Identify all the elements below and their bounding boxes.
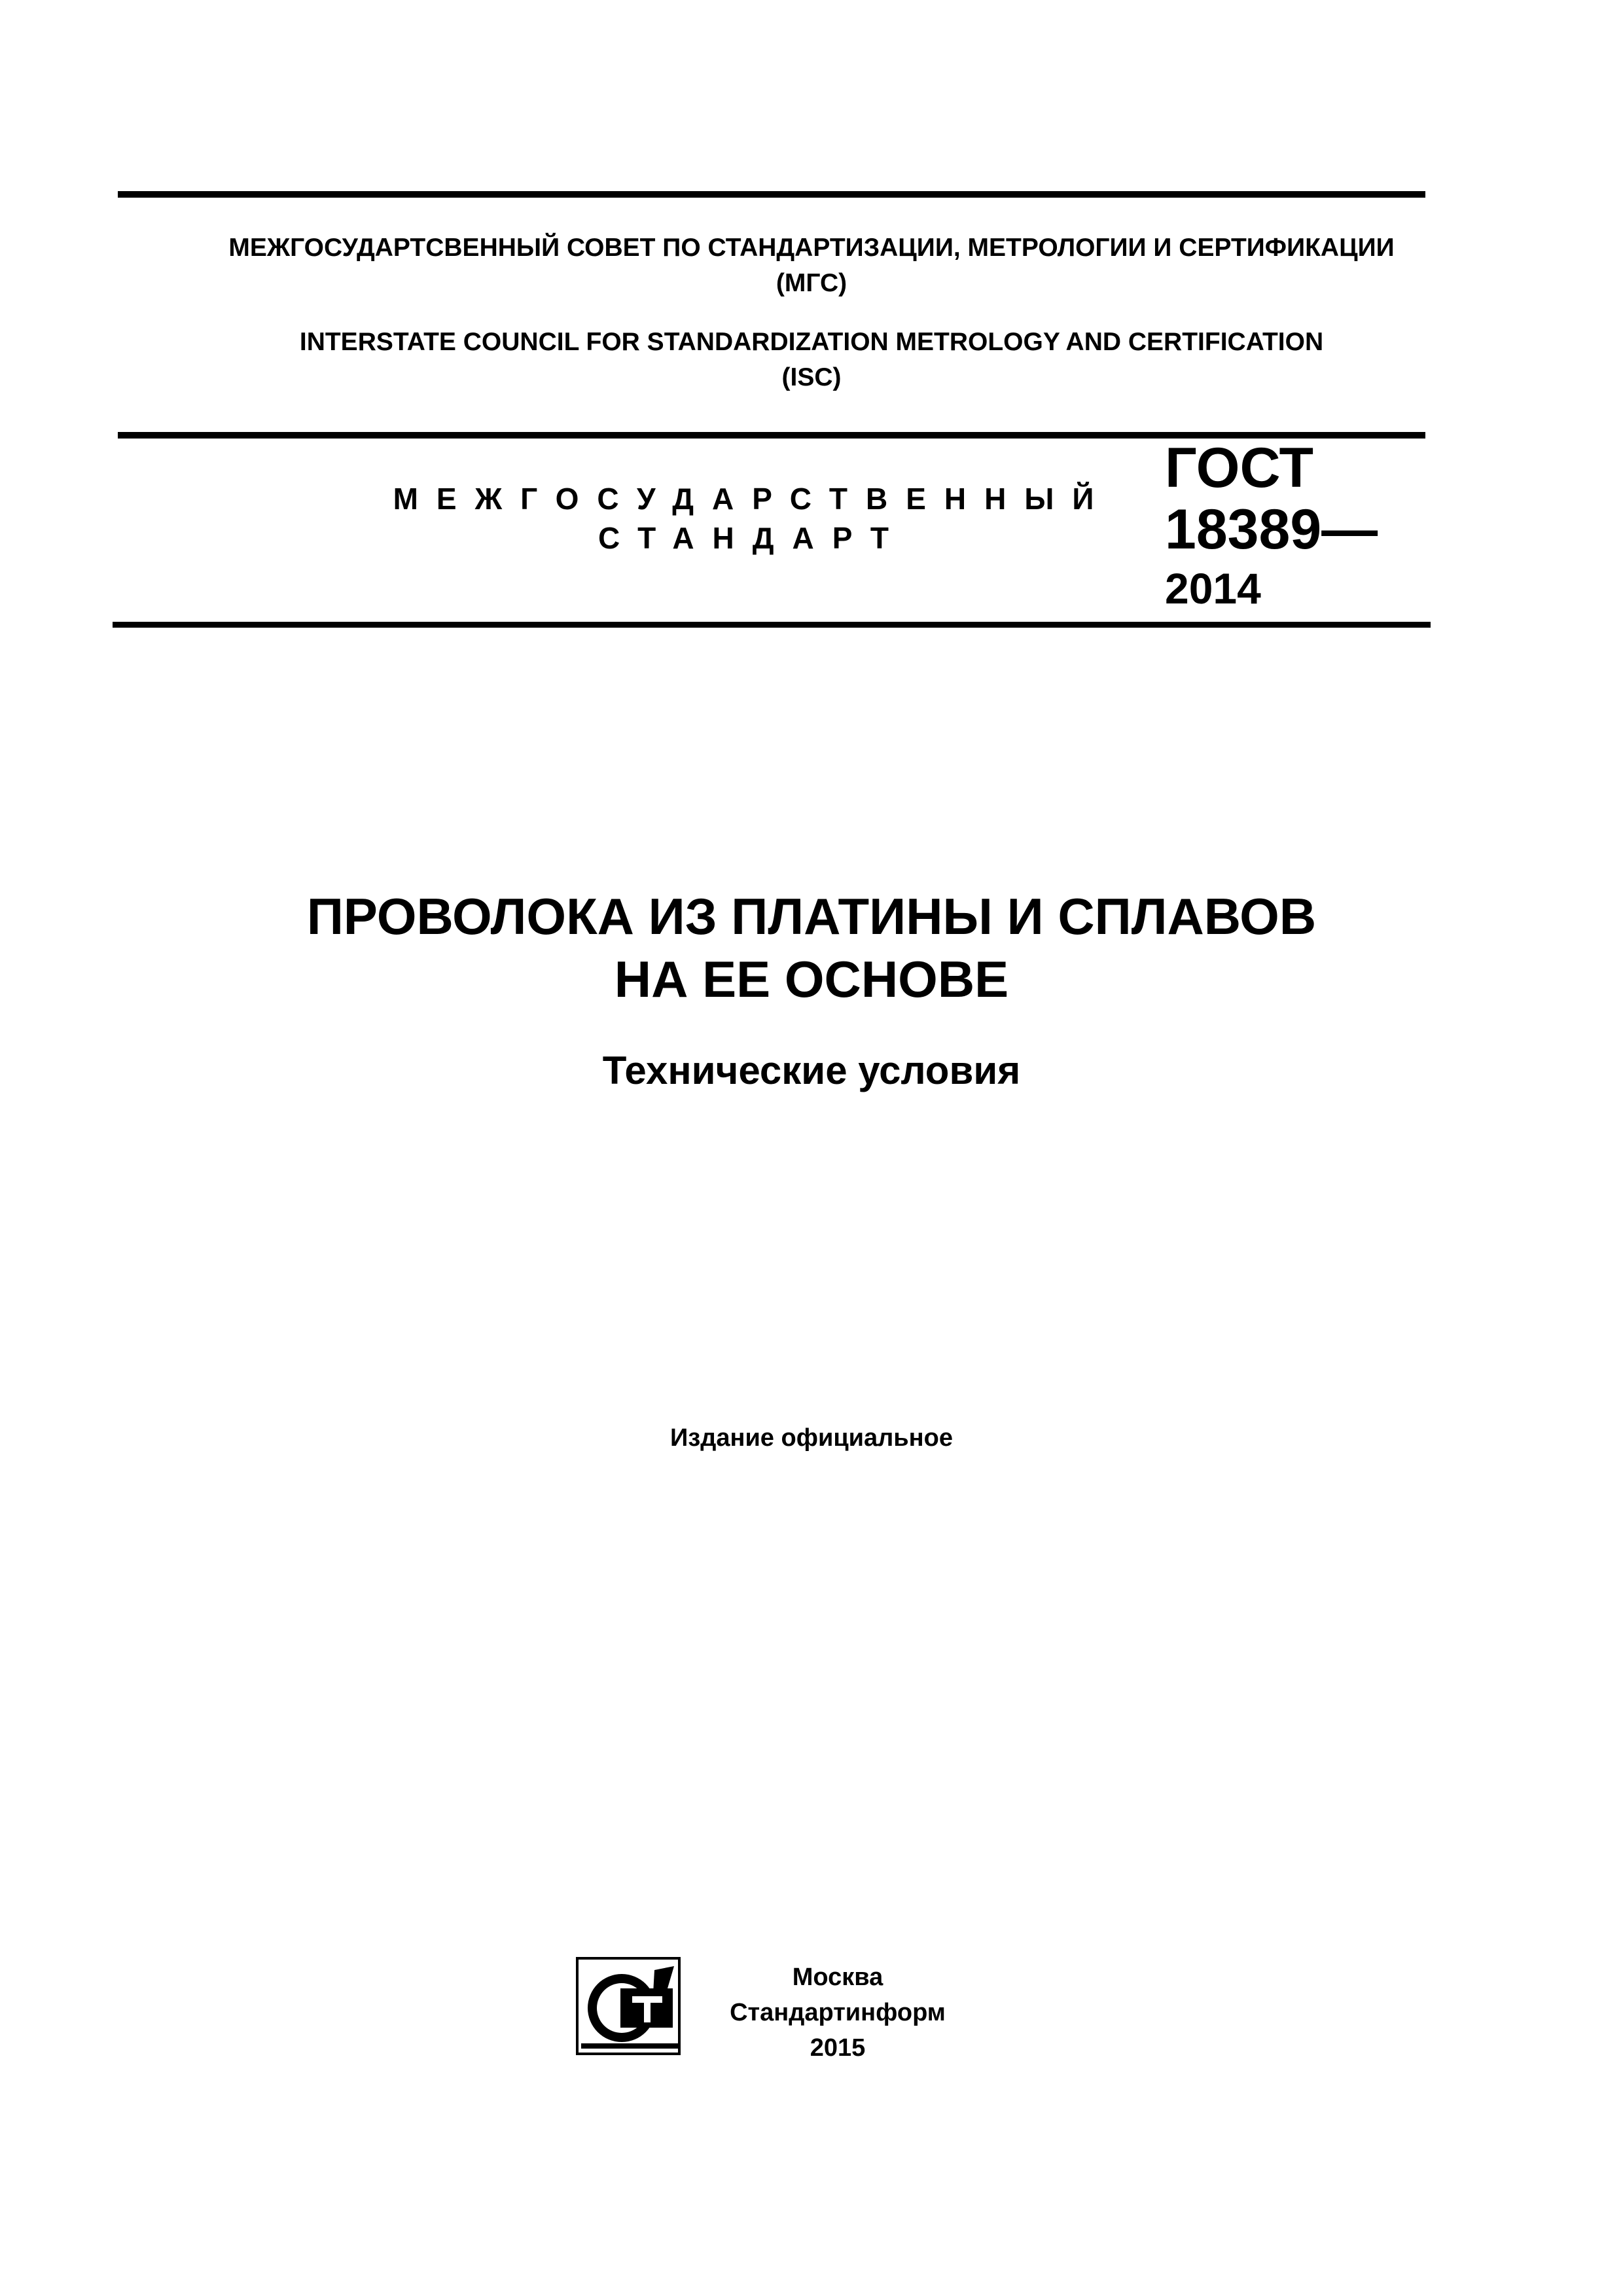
title-line1: ПРОВОЛОКА ИЗ ПЛАТИНЫ И СПЛАВОВ <box>306 888 1317 945</box>
standard-type-line2: СТАНДАРТ <box>598 521 907 555</box>
council-en-line1: INTERSTATE COUNCIL FOR STANDARDIZATION METROLOGY AND CERTIFICATION <box>299 328 1324 356</box>
council-ru-line1: МЕЖГОСУДАРТСВЕННЫЙ СОВЕТ ПО СТАНДАРТИЗАЦИИ, МЕТРОЛОГИИ И СЕРТИФИКАЦИИ <box>228 234 1395 262</box>
publisher-city: Москва <box>792 1964 883 1991</box>
council-name-en <box>0 325 1623 395</box>
publisher-year: 2015 <box>810 2034 866 2062</box>
council-ru-line2: (МГС) <box>776 269 847 297</box>
logo-graphic <box>576 1957 681 2055</box>
gost-designation <box>1165 437 1440 617</box>
council-name-ru <box>0 230 1623 301</box>
edition-note: Издание официальное <box>670 1424 953 1452</box>
document-title <box>0 885 1623 1011</box>
document-subtitle: Технические условия <box>602 1049 1021 1092</box>
publisher-info <box>707 1960 969 2066</box>
standartinform-logo-icon <box>576 1957 681 2055</box>
gost-number: 18389— <box>1165 498 1378 561</box>
standard-type <box>366 479 1139 558</box>
gost-year: 2014 <box>1165 564 1261 613</box>
title-line2: НА ЕЕ ОСНОВЕ <box>614 950 1009 1008</box>
bottom-header-rule <box>113 622 1431 628</box>
standard-type-line1: МЕЖГОСУДАРСТВЕННЫЙ <box>393 482 1113 516</box>
council-en-line2: (ISC) <box>781 363 842 391</box>
top-rule <box>118 191 1425 198</box>
publisher-name: Стандартинформ <box>730 1999 946 2026</box>
gost-label: ГОСТ <box>1165 437 1314 499</box>
